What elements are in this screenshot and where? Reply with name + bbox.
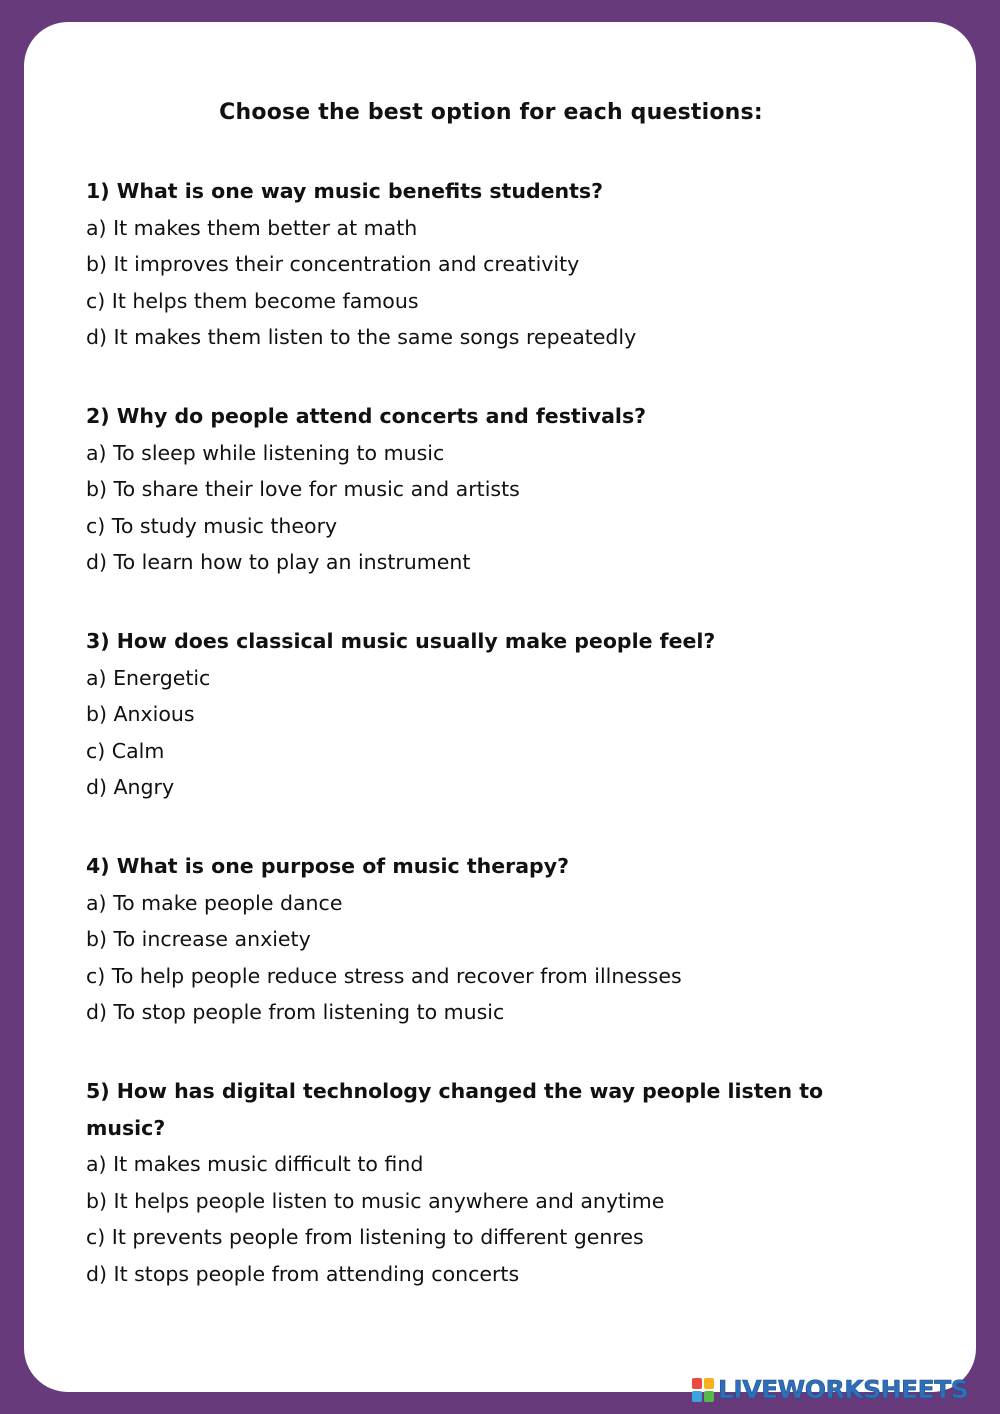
question-text: 3) How does classical music usually make people feel?	[86, 629, 716, 653]
option-d: d) To learn how to play an instrument	[86, 550, 471, 574]
logo-tile	[692, 1391, 702, 1402]
option-b: b) It helps people listen to music anywhere and anytime	[86, 1188, 665, 1213]
option-a: a) To make people dance	[86, 890, 343, 915]
option-c: c) To help people reduce stress and recover from illnesses	[86, 963, 682, 988]
option-c: c) To study music theory	[86, 513, 338, 538]
logo-tile	[704, 1378, 714, 1389]
logo-tile	[692, 1378, 702, 1389]
option-c: c) Calm	[86, 738, 165, 763]
option-a: a) Energetic	[86, 665, 211, 690]
option-a: a) To sleep while listening to music	[86, 440, 445, 465]
question-text: 4) What is one purpose of music therapy?	[86, 854, 569, 878]
option-d: d) It stops people from attending concerts	[86, 1261, 520, 1286]
option-d: d) It makes them listen to the same songs repeatedly	[86, 325, 637, 349]
question-3	[86, 623, 866, 806]
question-5	[86, 1073, 826, 1292]
question-1	[86, 173, 866, 356]
option-b: b) It improves their concentration and creativity	[86, 252, 580, 276]
question-4	[86, 848, 866, 1031]
option-d: d) To stop people from listening to music	[86, 1000, 505, 1024]
question-2	[86, 398, 866, 581]
option-a: a) It makes them better at math	[86, 215, 418, 240]
liveworksheets-logo-icon	[692, 1378, 714, 1402]
question-text: 5) How has digital technology changed the way people listen to music?	[86, 1079, 824, 1140]
option-a: a) It makes music difficult to find	[86, 1152, 424, 1176]
question-text: 2) Why do people attend concerts and festivals?	[86, 404, 647, 428]
option-b: b) To increase anxiety	[86, 927, 311, 951]
question-text: 1) What is one way music benefits students?	[86, 179, 604, 203]
option-c: c) It prevents people from listening to different genres	[86, 1225, 644, 1249]
option-b: b) Anxious	[86, 702, 195, 726]
liveworksheets-brand	[692, 1375, 968, 1404]
option-c: c) It helps them become famous	[86, 288, 419, 313]
brand-name: LIVEWORKSHEETS	[718, 1375, 969, 1404]
logo-tile	[704, 1391, 714, 1402]
instruction-heading: Choose the best option for each questions:	[219, 100, 763, 125]
option-d: d) Angry	[86, 775, 175, 799]
option-b: b) To share their love for music and artists	[86, 477, 520, 501]
